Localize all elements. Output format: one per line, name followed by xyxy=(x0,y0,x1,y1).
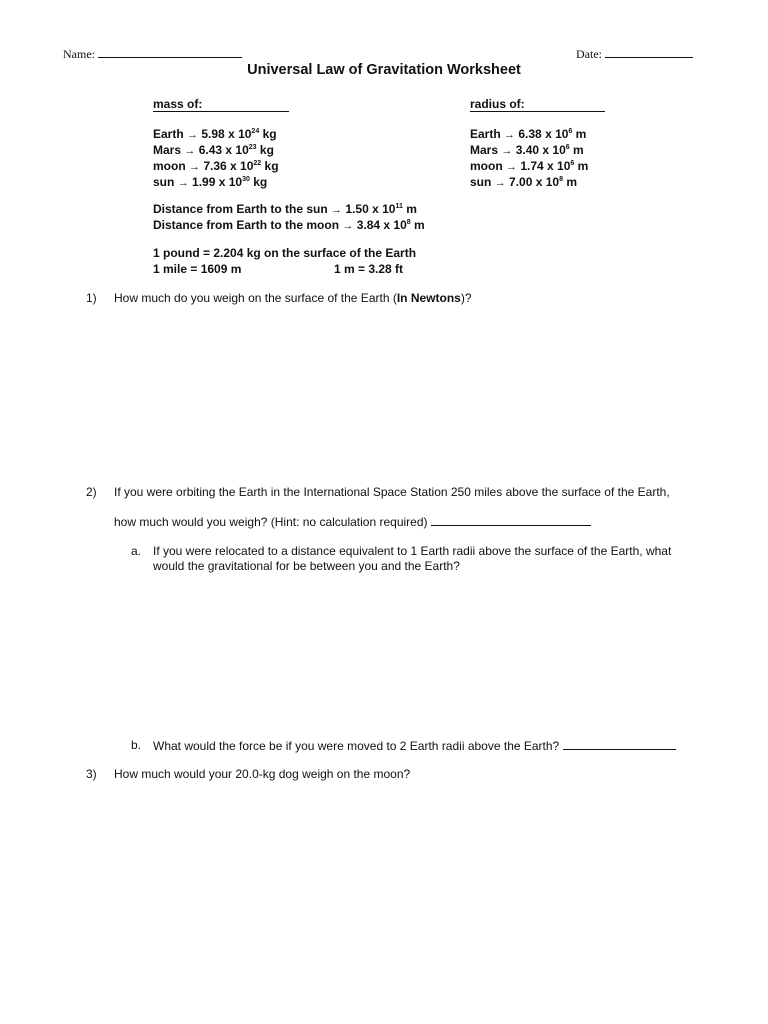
question-2a-letter: a. xyxy=(131,544,142,558)
radius-table xyxy=(470,127,588,191)
radius-row-mars: Mars → 3.40 x $10^6$ m xyxy=(470,143,584,157)
name-field xyxy=(63,46,242,62)
question-2a-text: If you were relocated to a distance equivalent to 1 Earth radii above the surface of the Earth, what would the gravitational for be between you and the Earth? xyxy=(153,544,672,573)
conversion-mile: 1 mile = 1609 m xyxy=(153,262,242,276)
question-1-text: How much do you weigh on the surface of the Earth (In Newtons)? xyxy=(114,291,472,305)
question-3-number: 3) xyxy=(86,767,97,781)
arrow-icon: → xyxy=(177,177,189,189)
question-3-text: How much would your 20.0-kg dog weigh on the moon? xyxy=(114,767,411,781)
question-1-number: 1) xyxy=(86,291,97,305)
distance-moon: Distance from Earth to the moon → 3.84 x $10^8$ m xyxy=(153,218,425,232)
question-2-text: If you were orbiting the Earth in the International Space Station 250 miles above the surface of the Earth, xyxy=(114,485,670,499)
answer-blank[interactable] xyxy=(431,514,591,526)
radius-row-earth: Earth → 6.38 x $10^6$ m xyxy=(470,127,587,141)
mass-row-earth: Earth → 5.98 x $10^{24}$ kg xyxy=(153,127,277,141)
arrow-icon: → xyxy=(331,204,343,216)
question-2-hint: how much would you weigh? (Hint: no calculation required) xyxy=(114,514,591,529)
name-label: Name: xyxy=(63,47,95,61)
arrow-icon: → xyxy=(501,145,513,157)
question-2b-text: What would the force be if you were moved to 2 Earth radii above the Earth? xyxy=(153,738,676,753)
date-field xyxy=(576,46,693,62)
distance-list xyxy=(153,202,425,234)
radius-row-sun: sun → 7.00 x $10^8$ m xyxy=(470,175,577,189)
arrow-icon: → xyxy=(504,129,516,141)
arrow-icon: → xyxy=(342,220,354,232)
mass-row-sun: sun → 1.99 x $10^{30}$ kg xyxy=(153,175,268,189)
arrow-icon: → xyxy=(506,161,518,173)
mass-row-mars: Mars → 6.43 x $10^{23}$ kg xyxy=(153,143,274,157)
mass-row-moon: moon → 7.36 x $10^{22}$ kg xyxy=(153,159,279,173)
answer-blank[interactable] xyxy=(563,738,676,750)
arrow-icon: → xyxy=(184,145,196,157)
distance-sun: Distance from Earth to the sun → 1.50 x $10^{11}$ m xyxy=(153,202,417,216)
arrow-icon: → xyxy=(187,129,199,141)
mass-header: mass of: xyxy=(153,97,289,112)
radius-row-moon: moon → 1.74 x $10^6$ m xyxy=(470,159,589,173)
date-label: Date: xyxy=(576,47,602,61)
radius-header: radius of: xyxy=(470,97,605,112)
question-2-number: 2) xyxy=(86,485,97,499)
arrow-icon: → xyxy=(494,177,506,189)
date-blank[interactable] xyxy=(605,46,693,58)
conversion-meter: 1 m = 3.28 ft xyxy=(334,262,404,276)
question-2b-letter: b. xyxy=(131,738,142,752)
conversion-pound: 1 pound = 2.204 kg on the surface of the Earth xyxy=(153,246,417,260)
name-blank[interactable] xyxy=(98,46,242,58)
page-title: Universal Law of Gravitation Worksheet xyxy=(247,62,521,78)
arrow-icon: → xyxy=(189,161,201,173)
mass-table xyxy=(153,127,279,191)
